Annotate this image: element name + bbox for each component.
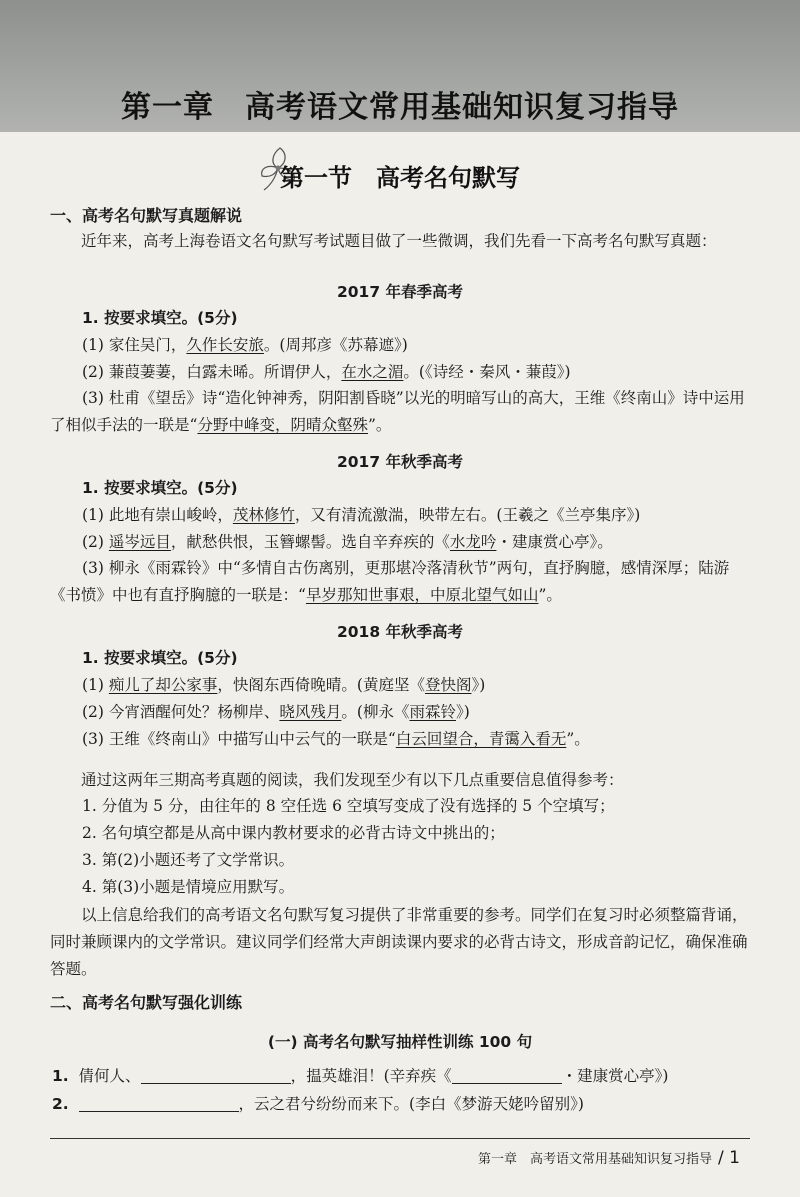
question-1: 1. 按要求填空。(5分) [82, 309, 238, 327]
answer-blank[interactable] [141, 1068, 291, 1085]
chapter-title: 第一章 高考语文常用基础知识复习指导 [121, 90, 679, 125]
conclusion-paragraph: 以上信息给我们的高考语文名句默写复习提供了非常重要的参考。同学们在复习时必须整篇背诵，同时兼顾课内的文学常识。建议同学们经常大声朗读课内要求的必背古诗文，形成音韵记忆，确保准确答题。 [50, 906, 748, 978]
training-title: (一) 高考名句默写抽样性训练 100 句 [267, 1033, 533, 1051]
exercise-1: 1. 倩何人、 ，揾英雄泪！(辛弃疾《 ・建康赏心亭》) [52, 1067, 669, 1085]
heading-training: 二、高考名句默写强化训练 [50, 993, 243, 1012]
summary-paragraph: 通过这两年三期高考真题的阅读，我们发现至少有以下几点重要信息值得参考： [81, 771, 624, 789]
page-footer: 第一章 高考语文常用基础知识复习指导 / 1 [478, 1148, 740, 1168]
point-item: 3. 第(2)小题还考了文学常识。 [82, 851, 295, 869]
point-item: 4. 第(3)小题是情境应用默写。 [82, 878, 295, 896]
exam-2017-spring-title: 2017 年春季高考 [336, 283, 464, 301]
exam-2018-autumn-title: 2018 年秋季高考 [336, 623, 464, 641]
answer-line-1: (1) 家住吴门，久作长安旅。(周邦彦《苏幕遮》) [82, 336, 408, 354]
page-number: / 1 [718, 1148, 740, 1168]
footer-rule [50, 1138, 750, 1139]
heading-exam-analysis: 一、高考名句默写真题解说 [50, 206, 243, 225]
answer-blank[interactable] [452, 1068, 562, 1085]
point-item: 1. 分值为 5 分，由往年的 8 空任选 6 空填写变成了没有选择的 5 个空填写； [82, 797, 615, 815]
exercise-2: 2. ，云之君兮纷纷而来下。(李白《梦游天姥吟留别》) [52, 1095, 584, 1113]
answer-blank[interactable] [79, 1096, 239, 1113]
question-1: 1. 按要求填空。(5分) [82, 479, 238, 497]
answer-line-1: (1) 此地有崇山峻岭，茂林修竹，又有清流激湍，映带左右。(王羲之《兰亭集序》) [82, 506, 641, 524]
answer-line-2: (2) 蒹葭萋萋，白露未晞。所谓伊人，在水之湄。(《诗经・秦风・蒹葭》) [82, 363, 571, 381]
section-title: 第一节 高考名句默写 [280, 164, 520, 192]
question-1: 1. 按要求填空。(5分) [82, 649, 238, 667]
intro-paragraph: 近年来，高考上海卷语文名句默写考试题目做了一些微调，我们先看一下高考名句默写真题： [81, 232, 717, 250]
point-item: 2. 名句填空都是从高中课内教材要求的必背古诗文中挑出的； [82, 824, 505, 842]
answer-line-3: (3) 柳永《雨霖铃》中“多情自古伤离别，更那堪冷落清秋节”两句，直抒胸臆，感情深厚；陆游《书愤》中也有直抒胸臆的一联是：“早岁那知世事艰，中原北望气如山”。 [50, 559, 730, 604]
answer-line-3: (3) 杜甫《望岳》诗“造化钟神秀，阴阳割昏晓”以光的明暗写山的高大，王维《终南山》诗中运用了相似手法的一联是“分野中峰变，阴晴众壑殊”。 [50, 389, 745, 434]
answer-line-2: (2) 遥岑远目，献愁供恨，玉簪螺髻。选自辛弃疾的《水龙吟・建康赏心亭》。 [82, 533, 613, 551]
exam-2017-autumn-title: 2017 年秋季高考 [336, 453, 464, 471]
answer-line-1: (1) 痴儿了却公家事，快阁东西倚晚晴。(黄庭坚《登快阁》) [82, 676, 486, 694]
answer-line-2: (2) 今宵酒醒何处？杨柳岸、晓风残月。(柳永《雨霖铃》) [82, 703, 470, 721]
answer-line-3: (3) 王维《终南山》中描写山中云气的一联是“白云回望合，青霭入看无”。 [82, 730, 590, 748]
